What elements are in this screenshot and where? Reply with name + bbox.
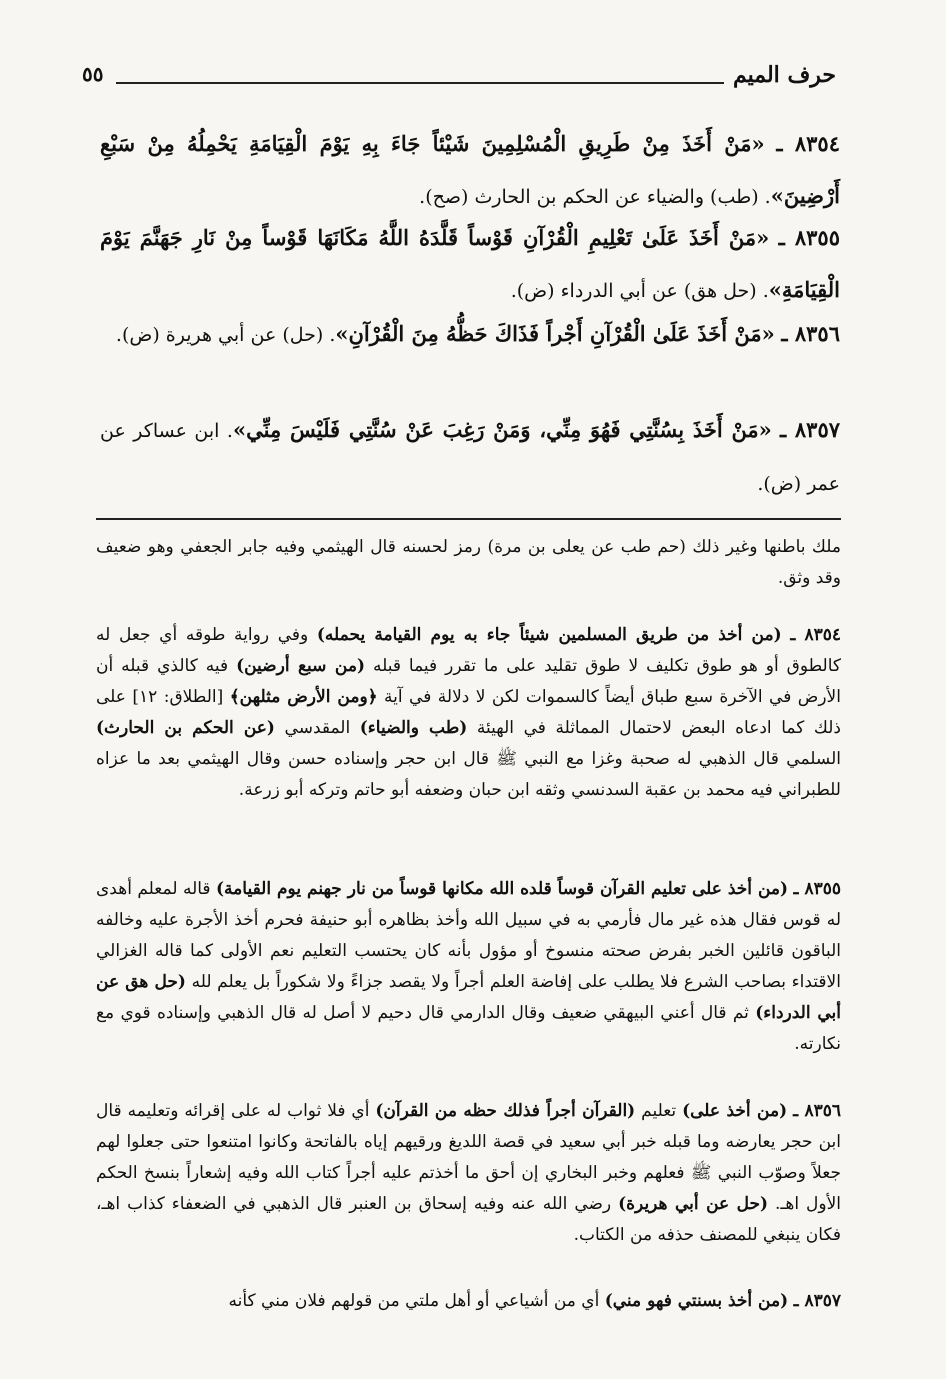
commentary-8355 bbox=[96, 874, 841, 1060]
quran-verse: ﴿ومن الأرض مثلهن﴾ bbox=[229, 687, 378, 707]
commentary-text: تعليم bbox=[635, 1101, 683, 1121]
hadith-text: «مَنْ أَخَذَ بِسُنَّتِي فَهُوَ مِنِّي، وَمَنْ رَغِبَ عَنْ سُنَّتِي فَلَيْسَ مِنِّي» bbox=[232, 417, 772, 442]
hadith-text: «مَنْ أَخَذَ عَلَىٰ الْقُرْآنِ أَجْراً فَذَاكَ حَظُّهُ مِنَ الْقُرْآنِ» bbox=[335, 321, 775, 346]
hadith-8357 bbox=[100, 404, 840, 510]
commentary-text: [الطلاق: ١٢] على ذلك كما ادعاه البعض لاحتمال المماثلة في الهيئة bbox=[96, 687, 841, 738]
commentary-text: السلمي قال الذهبي له صحبة وغزا مع النبي ﷺ قال ابن حجر وإسناده حسن وقال الهيثمي بعد ما عزاه للطبراني فيه محمد بن عقبة السدنسي وثقه ابن حبان وضعفه أبو حاتم وتركه أبو زرعة. bbox=[96, 749, 841, 800]
hadith-text: «مَنْ أَخَذَ مِنْ طَرِيقِ الْمُسْلِمِينَ شَيْئاً جَاءَ بِهِ يَوْمَ الْقِيَامَةِ يَحْمِلُهُ مِنْ سَبْعِ أَرْضِينَ» bbox=[100, 131, 840, 208]
commentary-bold: (من أخذ على) bbox=[682, 1101, 788, 1121]
commentary-text: رضي الله عنه وفيه إسحاق بن العنبر قال الذهبي في الضعفاء كذاب اهـ، فكان ينبغي للمصنف حذفه من الكتاب. bbox=[96, 1194, 841, 1245]
commentary-number: ٨٣٥٧ ـ bbox=[793, 1291, 841, 1311]
hadith-number: ٨٣٥٥ ـ bbox=[778, 225, 840, 250]
page-number: ٥٥ bbox=[82, 62, 104, 86]
commentary-bold: (عن الحكم بن الحارث) bbox=[96, 718, 275, 738]
commentary-8357 bbox=[96, 1286, 841, 1317]
hadith-source: . ابن عساكر عن عمر (ض). bbox=[100, 420, 840, 495]
commentary-intro: ملك باطنها وغير ذلك (حم طب عن يعلى بن مرة) رمز لحسنه قال الهيثمي وفيه جابر الجعفي وهو ضعيف وقد وثق. bbox=[96, 537, 841, 588]
commentary-8354 bbox=[96, 620, 841, 806]
commentary-number: ٨٣٥٥ ـ bbox=[793, 879, 842, 899]
commentary-text: أي من أشياعي أو أهل ملتي من قولهم فلان مني كأنه bbox=[228, 1291, 605, 1311]
hadith-source: . (حل) عن أبي هريرة (ض). bbox=[115, 324, 336, 346]
commentary-bold: (طب والضياء) bbox=[359, 718, 468, 738]
hadith-text: «مَنْ أَخَذَ عَلَىٰ تَعْلِيمِ الْقُرْآنِ قَوْساً قَلَّدَهُ اللَّهُ مَكَانَهَا قَوْساً مِنْ نَارِ جَهَنَّمَ يَوْمَ الْقِيَامَةِ» bbox=[100, 225, 840, 302]
header-rule bbox=[116, 82, 724, 84]
hadith-8355 bbox=[100, 212, 840, 317]
commentary-bold: (حل عن أبي هريرة) bbox=[618, 1194, 769, 1214]
commentary-8356 bbox=[96, 1096, 841, 1251]
commentary-number: ٨٣٥٤ ـ bbox=[790, 625, 841, 645]
commentary-heading: (من أخذ على تعليم القرآن قوساً قلده الله مكانها قوساً من نار جهنم يوم القيامة) bbox=[216, 879, 789, 899]
commentary-text: وفي رواية طوقه أي جعل له كالطوق أو هو طوق تكليف لا طوق تقليد على ما تقرر فيما قبله bbox=[96, 625, 841, 676]
commentary-text: المقدسي bbox=[274, 718, 360, 738]
commentary-bold: (من سبع أرضين) bbox=[236, 656, 365, 676]
commentary-text: قاله لمعلم أهدى له قوس فقال هذه غير مال فأرمي به في سبيل الله وأخذ بظاهره أبو حنيفة فحرم أخذ الأجرة عليه وخالفه الباقون قائلين الخبر بفرض صحته منسوخ أو مؤول بأنه كان يحتسب التعليم نعم الأولى كما قاله الغزالي الاقتداء بصاحب الشرع فلا يطلب على إفاضة العلم أجراً ولا يقصد جزاءً ولا شكوراً بل يعلم لله bbox=[96, 879, 841, 992]
hadith-8356 bbox=[100, 308, 840, 361]
commentary-bold: (حل هق عن أبي الدرداء) bbox=[96, 972, 841, 1023]
commentary-heading: (القرآن أجراً فذلك حظه من القرآن) bbox=[375, 1101, 636, 1121]
hadith-number: ٨٣٥٧ ـ bbox=[779, 417, 841, 442]
footnote-divider bbox=[96, 518, 841, 520]
commentary-heading: (من أخذ بسنتي فهو مني) bbox=[604, 1291, 789, 1311]
chapter-title: حرف الميم bbox=[732, 62, 836, 88]
hadith-8354 bbox=[100, 118, 840, 223]
hadith-number: ٨٣٥٤ ـ bbox=[776, 131, 840, 156]
hadith-source: . (حل هق) عن أبي الدرداء (ض). bbox=[510, 280, 769, 302]
commentary-text: أي فلا ثواب له على إقرائه وتعليمه قال ابن حجر يعارضه وما قبله خبر أبي سعيد في قصة اللديغ ورقيهم إياه بالفاتحة وكانوا امتنعوا حتى جعلوا لهم جعلاً وصوّب النبي ﷺ فعلهم وخبر البخاري إن أحق ما أخذتم عليه أجراً كتاب الله وفيه إشعاراً بنسخ الحكم الأول اهـ. bbox=[96, 1101, 842, 1214]
page-header bbox=[78, 62, 842, 92]
commentary-number: ٨٣٥٦ ـ bbox=[793, 1101, 841, 1121]
hadith-number: ٨٣٥٦ ـ bbox=[781, 321, 840, 346]
hadith-source: . (طب) والضياء عن الحكم بن الحارث (صح). bbox=[419, 186, 771, 208]
commentary-text: ثم قال أعني البيهقي ضعيف وقال الدارمي قال دحيم لا أصل له قال الذهبي وإسناده قوي مع نكارته. bbox=[96, 1003, 841, 1054]
commentary-text: فيه كالذي قبله أن الأرض في الآخرة سبع طباق أيضاً كالسموات لكن لا دلالة في آية bbox=[96, 656, 841, 707]
commentary-heading: (من أخذ من طريق المسلمين شيئاً جاء به يوم القيامة يحمله) bbox=[316, 625, 782, 645]
